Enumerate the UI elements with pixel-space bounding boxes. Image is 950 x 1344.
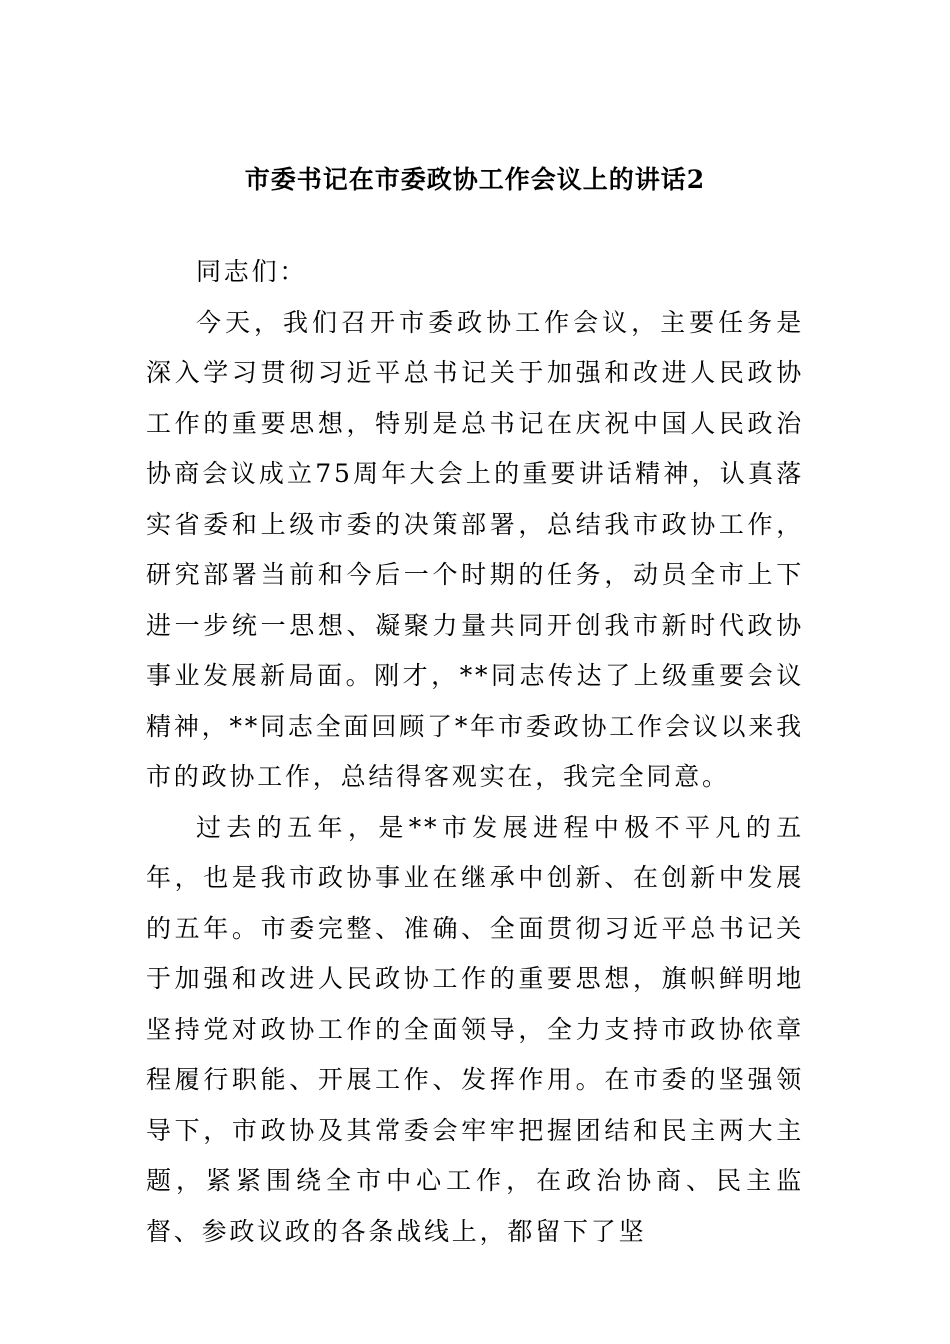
document-body <box>146 247 804 1257</box>
salutation: 同志们： <box>196 257 308 286</box>
paragraph-2: 过去的五年，是**市发展进程中极不平凡的五年，也是我市政协事业在继承中创新、在创新中发展的五年。市委完整、准确、全面贯彻习近平总书记关于加强和改进人民政协工作的重要思想，旗帜鲜明地坚持党对政协工作的全面领导，全力支持市政协依章程履行职能、开展工作、发挥作用。在市委的坚强领导下，市政协及其常委会牢牢把握团结和民主两大主题，紧紧围绕全市中心工作，在政治协商、民主监督、参政议政的各条战线上，都留下了坚 <box>146 812 804 1246</box>
document-title: 市委书记在市委政协工作会议上的讲话2 <box>244 165 706 194</box>
paragraph-1: 今天，我们召开市委政协工作会议，主要任务是深入学习贯彻习近平总书记关于加强和改进人民政协工作的重要思想，特别是总书记在庆祝中国人民政治协商会议成立75周年大会上的重要讲话精神，认真落实省委和上级市委的决策部署，总结我市政协工作，研究部署当前和今后一个时期的任务，动员全市上下进一步统一思想、凝聚力量共同开创我市新时代政协事业发展新局面。刚才，**同志传达了上级重要会议精神，**同志全面回顾了*年市委政协工作会议以来我市的政协工作，总结得客观实在，我完全同意。 <box>146 307 804 791</box>
